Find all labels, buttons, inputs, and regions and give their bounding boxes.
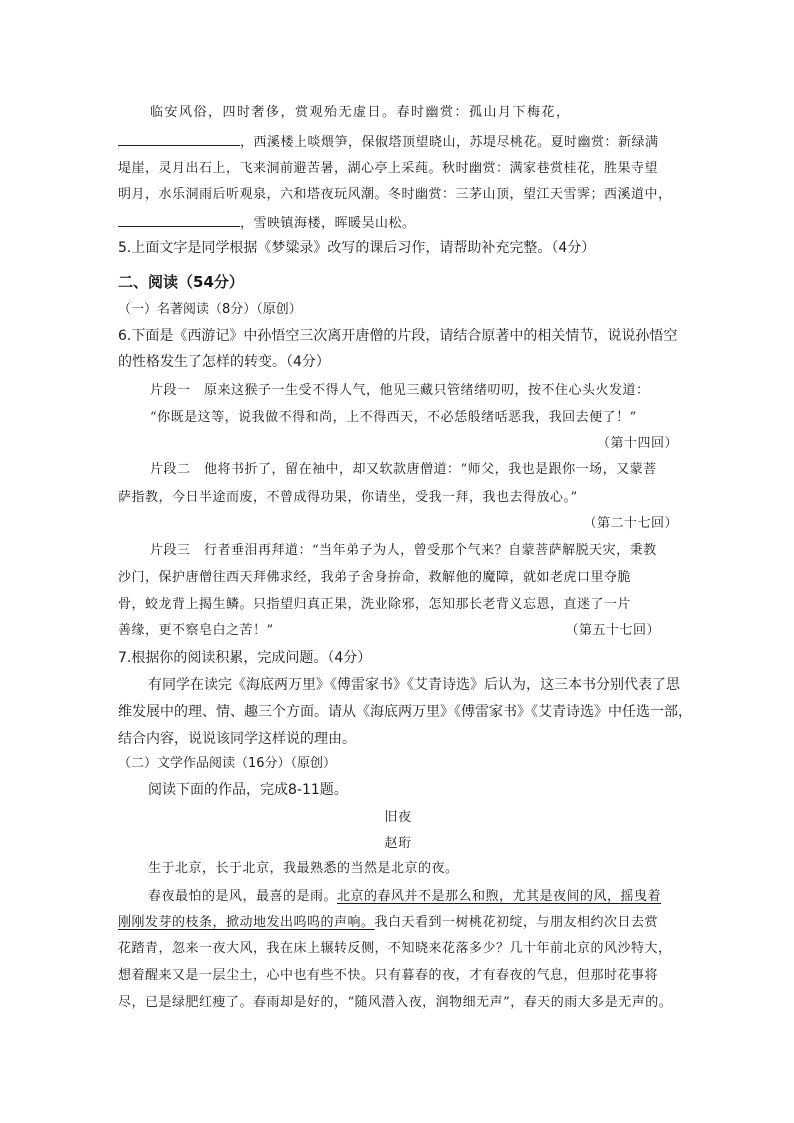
poem-line-1: 临安风俗，四时奢侈，赏观殆无虚日。春时幽赏：孤山月下梅花， <box>150 105 571 120</box>
essay-author: 赵珩 <box>384 836 412 851</box>
essay-underlined-sentence-part-2: 刚刚发芽的枝条，掀动地发出呜呜的声响。 <box>118 915 375 930</box>
question-7-line-3: 结合内容，说说该同学这样说的理由。 <box>118 731 356 747</box>
fragment-3-line-4: 善缘，更不察皂白之苦！” <box>118 623 274 638</box>
fragment-3-line-2: 沙门，保护唐僧往西天拜佛求经，我弟子舍身拚命，救解他的魔障，就如老虎口里夺脆 <box>118 570 632 585</box>
poem-line-5 <box>118 212 678 234</box>
essay-paragraph-2-line-3: 花踏青，忽来一夜大风，我在床上辗转反侧，不知晓来花落多少？几十年前北京的风沙特大， <box>118 941 672 956</box>
question-5: 5.上面文字是同学根据《梦粱录》改写的课后习作，请帮助补充完整。（4分） <box>118 240 596 256</box>
question-6-line-1: 6.下面是《西游记》中孙悟空三次离开唐僧的片段，请结合原著中的相关情节，说说孙悟空 <box>118 328 678 344</box>
poem-line-4: 明月，水乐洞雨后听观泉，六和塔夜玩风潮。冬时幽赏：三茅山顶，望江天雪霁；西溪道中， <box>118 187 672 202</box>
fragment-3-ref: （第五十七回） <box>565 623 660 638</box>
fragment-3-line-1: 片段三 行者垂泪再拜道：“当年弟子为人，曾受那个气来？自蒙菩萨解脱天灾，秉教 <box>150 543 657 558</box>
reading-instruction: 阅读下面的作品，完成8-11题。 <box>148 782 348 798</box>
fragment-2-ref: （第二十七回） <box>583 516 678 531</box>
question-7-title: 7.根据你的阅读积累，完成问题。（4分） <box>118 650 372 666</box>
question-7-line-2: 维发展中的理、情、趣三个方面。请从《海底两万里》《傅雷家书》《艾青诗选》中任选一部， <box>118 704 692 720</box>
essay-p2-continue: 我白天看到一树桃花初绽，与朋友相约次日去赏 <box>374 915 659 930</box>
subsection-1-title: （一）名著阅读（8分）（原创） <box>118 302 302 317</box>
essay-title: 旧夜 <box>384 810 412 825</box>
section-2-title: 二、阅读（54分） <box>118 273 244 291</box>
fragment-1-line-1: 片段一 原来这猴子一生受不得人气，他见三藏只管绪绪叨叨，按不住心头火发道： <box>150 383 650 398</box>
question-6-line-2: 的性格发生了怎样的转变。（4分） <box>118 354 330 370</box>
essay-paragraph-1: 生于北京，长于北京，我最熟悉的当然是北京的夜。 <box>148 861 459 876</box>
poem-line-3: 堤崖，灵月出石上，飞来洞前避苦暑，湖心亭上采莼。秋时幽赏：满家巷赏桂花，胜果寺望 <box>118 161 659 176</box>
fragment-1-line-2: “你既是这等，说我做不得和尚，上不得西天，不必恁般绪咶恶我，我回去便了！” <box>150 410 637 425</box>
fill-blank-1[interactable] <box>118 131 240 146</box>
question-7-line-1: 有同学在读完《海底两万里》《傅雷家书》《艾青诗选》后认为，这三本书分别代表了思 <box>148 677 680 693</box>
fragment-2-line-1: 片段二 他将书折了，留在袖中，却又软款唐僧道：“师父，我也是跟你一场，又蒙菩 <box>150 462 657 477</box>
fill-blank-2[interactable] <box>118 212 240 227</box>
fragment-1-ref: （第十四回） <box>596 436 678 451</box>
subsection-2-title: （二）文学作品阅读（16分）（原创） <box>118 756 337 771</box>
essay-paragraph-2-line-5: 尽，已是绿肥红瘦了。春雨却是好的，“随风潜入夜，润物细无声”，春天的雨大多是无声的。 <box>118 995 673 1010</box>
essay-paragraph-2-line-4: 想着醒来又是一层尘土，心中也有些不快。只有暮春的夜，才有春夜的气息，但那时花事将 <box>118 968 659 983</box>
poem-line-2-text: ，西溪楼上啖煨笋，保俶塔顶望晓山，苏堤尽桃花。夏时幽赏：新绿满 <box>240 135 659 150</box>
fragment-3-line-3: 骨，蛟龙背上揭生鳞。只指望归真正果，洗业除邪，怎知那长老背义忘恩，直迷了一片 <box>118 597 632 612</box>
essay-underlined-sentence-part-1: 北京的春风并不是那么和煦，尤其是夜间的风，摇曳着 <box>337 889 662 904</box>
essay-p2-start: 春夜最怕的是风，最喜的是雨。 <box>148 889 338 904</box>
poem-line-5-text: ，雪映镇海楼，晖暖吴山松。 <box>240 216 416 231</box>
poem-line-2 <box>118 131 678 153</box>
essay-paragraph-2-line-2 <box>118 913 678 933</box>
fragment-2-line-2: 萨指教，今日半途而废，不曾成得功果，你请坐，受我一拜，我也去得放心。” <box>118 490 578 505</box>
essay-paragraph-2-line-1 <box>148 887 678 907</box>
